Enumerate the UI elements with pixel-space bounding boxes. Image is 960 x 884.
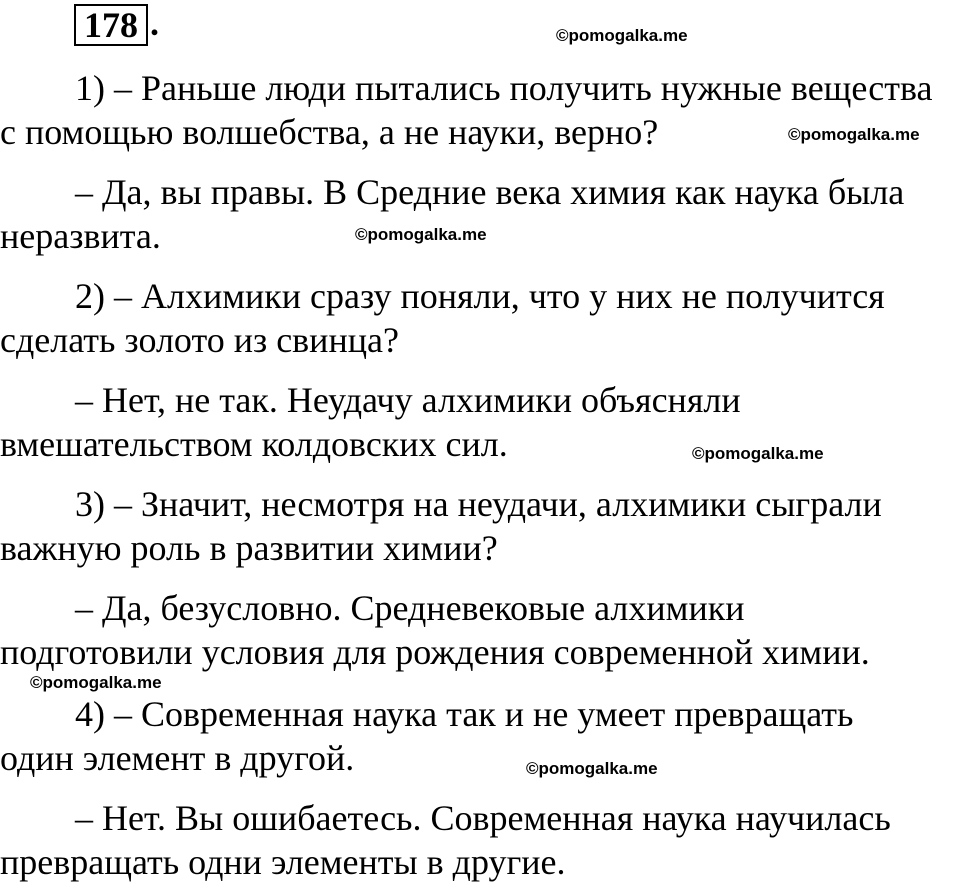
dialogue-line: – Нет, не так. Неудачу алхимики объясняли [75,380,741,420]
dialogue-line: 4) – Современная наука так и не умеет превращать [75,694,854,734]
watermark: ©pomogalka.me [556,26,688,45]
dialogue-line: превращать одни элементы в другие. [0,842,566,882]
watermark: ©pomogalka.me [30,673,162,692]
dialogue-line: 2) – Алхимики сразу поняли, что у них не получится [75,276,885,316]
dialogue-line: важную роль в развитии химии? [0,528,498,568]
dialogue-line: – Да, безусловно. Средневековые алхимики [75,588,745,628]
watermark: ©pomogalka.me [526,759,658,778]
dialogue-line: вмешательством колдовских сил. [0,424,508,464]
dialogue-line: один элемент в другой. [0,738,355,778]
task-number-box [74,4,148,46]
dialogue-line: – Да, вы правы. В Средние века химия как наука была [75,172,905,212]
dialogue-line: – Нет. Вы ошибаетесь. Современная наука научилась [75,798,891,838]
watermark: ©pomogalka.me [788,125,920,144]
dialogue-line: неразвита. [0,216,161,256]
task-number: 178 [84,5,138,45]
dialogue-line: 3) – Значит, несмотря на неудачи, алхимики сыграли [75,484,882,524]
dialogue-line: подготовили условия для рождения современной химии. [0,632,870,672]
watermark: ©pomogalka.me [692,444,824,463]
dialogue-line: с помощью волшебства, а не науки, верно? [0,112,659,152]
dialogue-line: сделать золото из свинца? [0,320,399,360]
task-number-dot: . [150,3,159,43]
watermark: ©pomogalka.me [355,225,487,244]
dialogue-line: 1) – Раньше люди пытались получить нужные вещества [75,68,933,108]
